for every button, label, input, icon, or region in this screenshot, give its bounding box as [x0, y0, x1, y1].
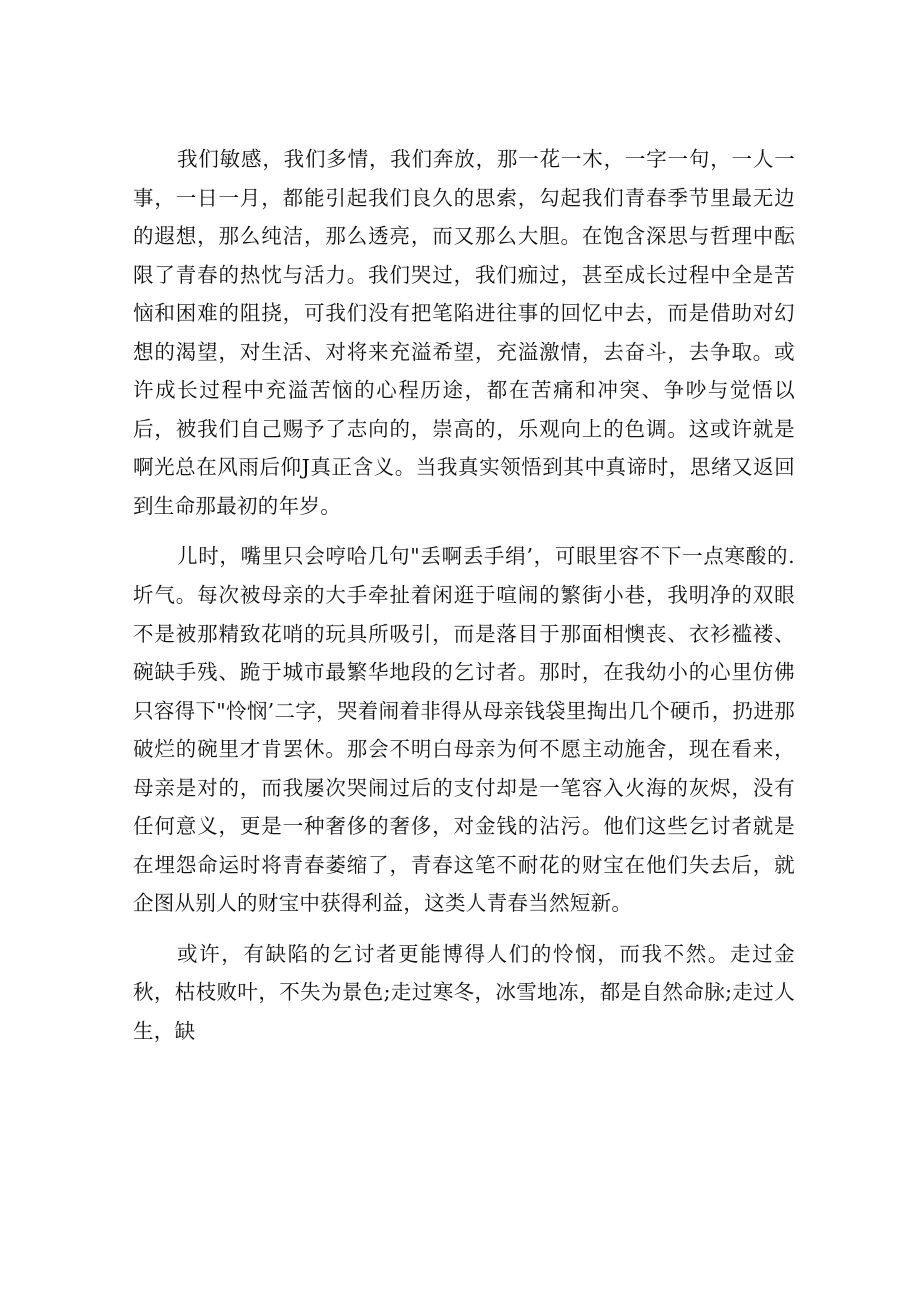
paragraph-1: 我们敏感，我们多情，我们奔放，那一花一木，一字一句，一人一事，一日一月，都能引起我们良久的思索，勾起我们青春季节里最无边的遐想，那么纯洁，那么透亮，而又那么大胆。在饱含深思与哲理中酝限了青春的热忱与活力。我们哭过，我们痂过，甚至成长过程中全是苦恼和困难的阻挠，可我们没有把笔陷进往事的回忆中去，而是借助对幻想的渴望，对生活、对将来充溢希望，充溢激情，去奋斗，去争取。或许成长过程中充溢苦恼的心程历途，都在苦痛和冲突、争吵与觉悟以后，被我们自己赐予了志向的，崇高的，乐观向上的色调。这或许就是啊光总在风雨后仰J真正含义。当我真实领悟到其中真谛时，思绪又返回到生命那最初的年岁。 [133, 147, 795, 518]
paragraph-3: 或许，有缺陷的乞讨者更能博得人们的怜悯，而我不然。走过金秋，枯枝败叶，不失为景色;走过寒冬，冰雪地冻，都是自然命脉;走过人生，缺 [133, 941, 795, 1044]
paragraph-2: 儿时，嘴里只会哼哈几句"丢啊丢手绢’，可眼里容不下一点寒酸的.圻气。每次被母亲的大手牵扯着闲逛于喧闹的繁街小巷，我明净的双眼不是被那精致花哨的玩具所吸引，而是落目于那面相懊丧、衣衫褴褛、碗缺手残、跪于城市最繁华地段的乞讨者。那时，在我幼小的心里仿佛只容得下"怜悯’二字，哭着闹着非得从母亲钱袋里掏出几个硬币，扔进那破烂的碗里才肯罢休。那会不明白母亲为何不愿主动施舍，现在看来，母亲是对的，而我屡次哭闹过后的支付却是一笔容入火海的灰烬，没有任何意义，更是一种奢侈的奢侈，对金钱的沾污。他们这些乞讨者就是在埋怨命运时将青春萎缩了，青春这笔不耐花的财宝在他们失去后，就企图从别人的财宝中获得利益，这类人青春当然短新。 [133, 544, 795, 916]
body-text [133, 140, 795, 1063]
